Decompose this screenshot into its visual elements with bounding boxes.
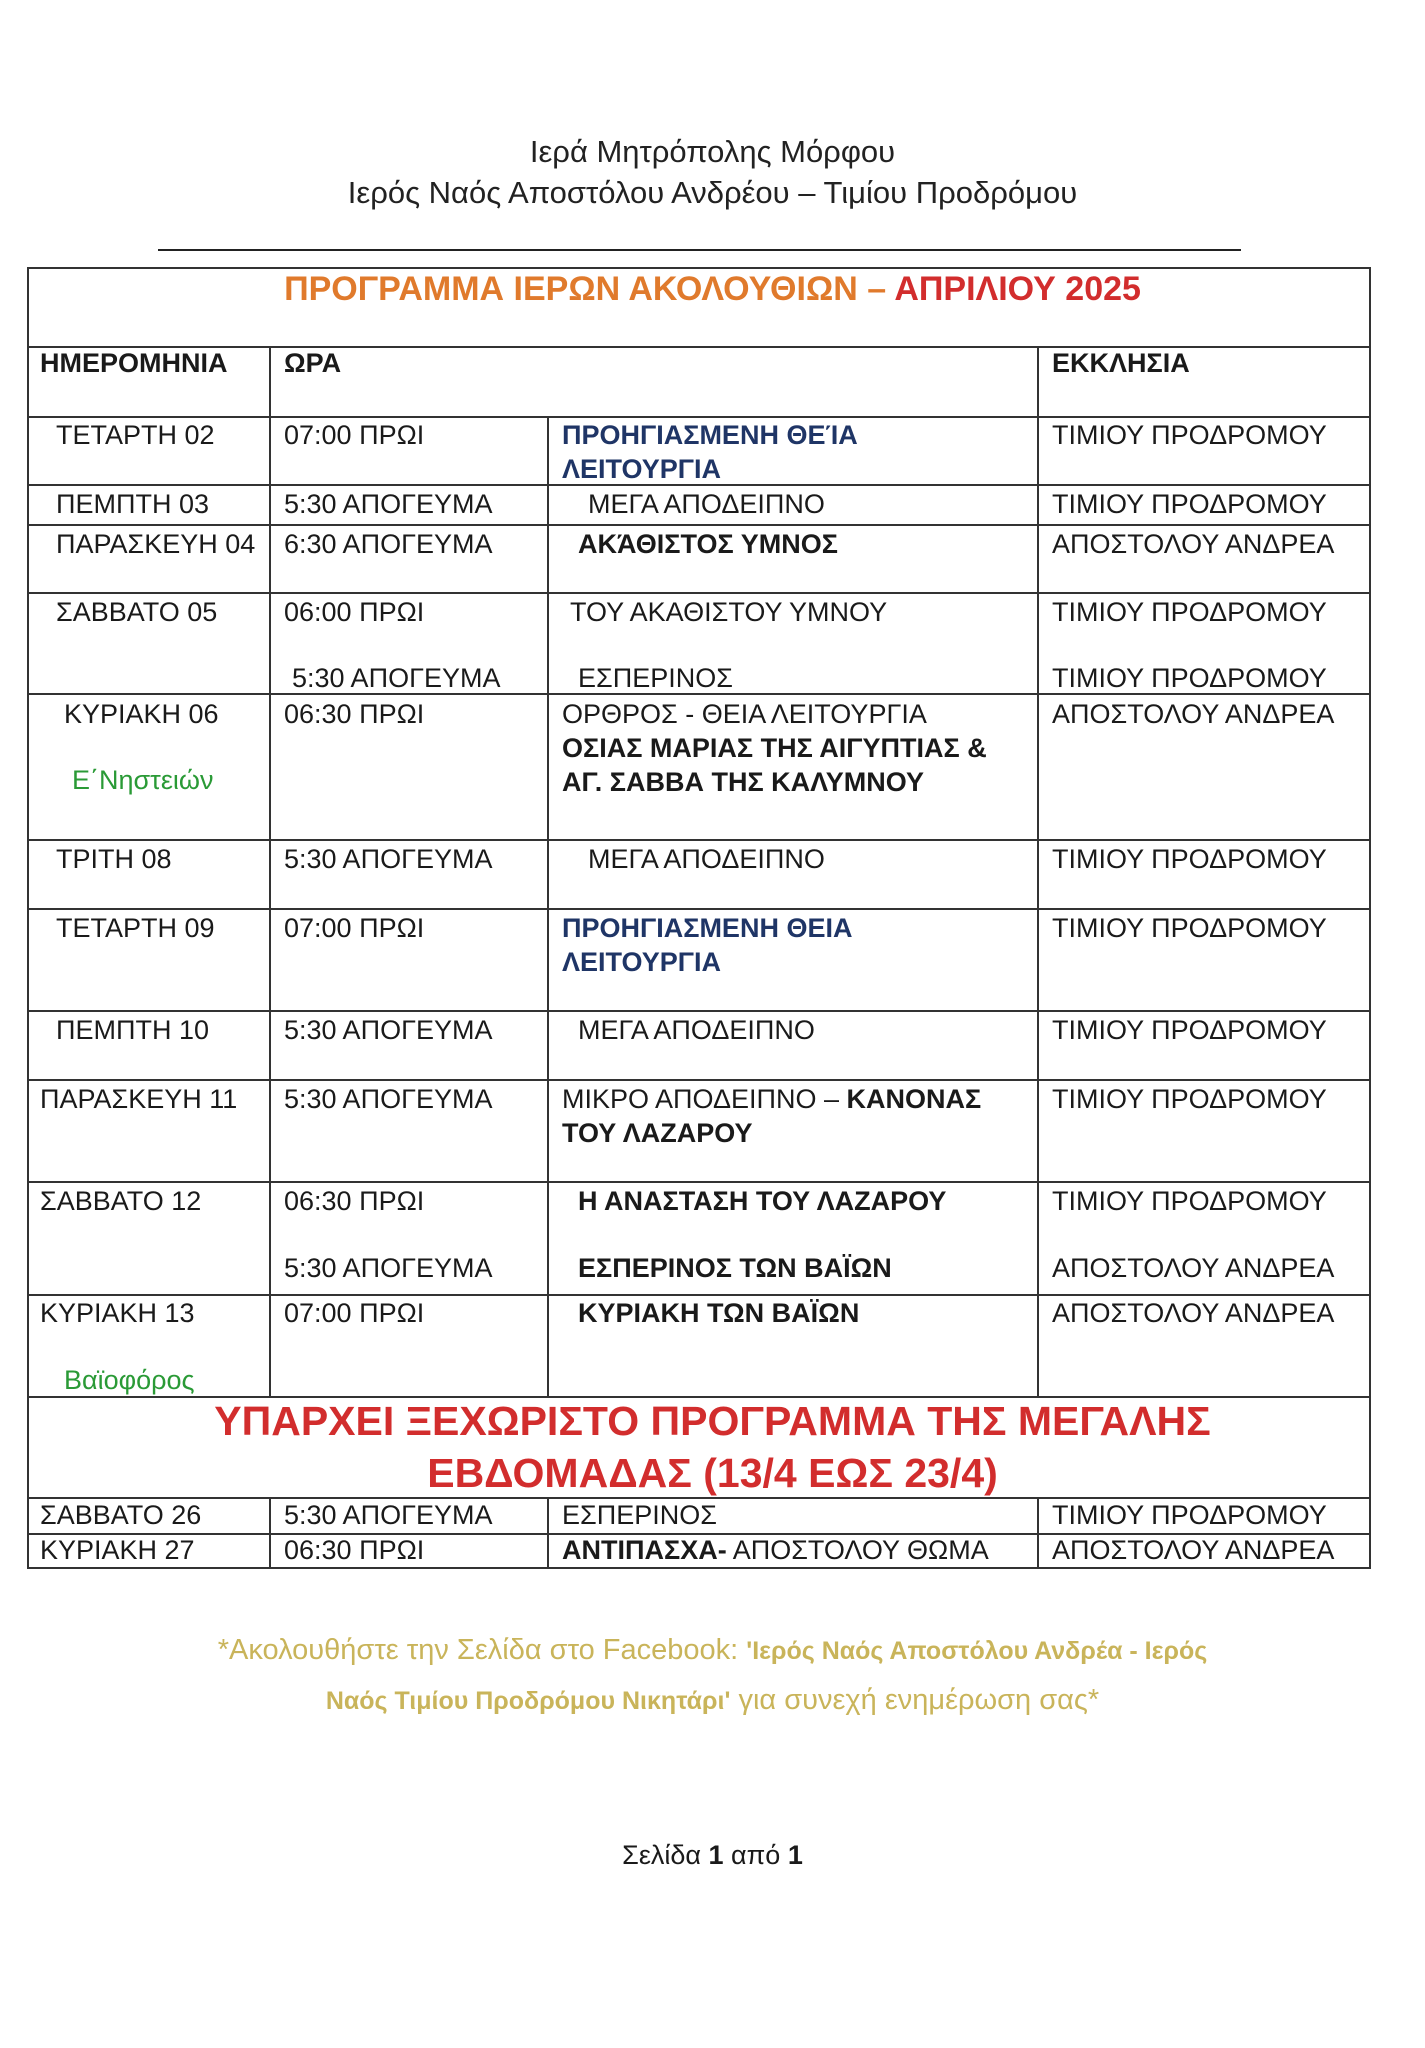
service-cell: ΜΕΓΑ ΑΠΟΔΕΙΠΝΟ bbox=[588, 489, 825, 519]
date-cell: ΚΥΡΙΑΚΗ 27 bbox=[40, 1535, 195, 1565]
column-header-date: ΗΜΕΡΟΜΗΝΙΑ bbox=[40, 348, 228, 378]
church-cell: ΤΙΜΙΟΥ ΠΡΟΔΡΟΜΟΥ bbox=[1052, 663, 1327, 693]
service-text: ΑΝΤΙΠΑΣΧΑ- bbox=[562, 1535, 727, 1565]
time-cell: 07:00 ΠΡΩΙ bbox=[284, 1298, 425, 1328]
column-rule bbox=[547, 1497, 549, 1569]
church-cell: ΤΙΜΙΟΥ ΠΡΟΔΡΟΜΟΥ bbox=[1052, 1084, 1327, 1114]
feast-note: Βαϊοφόρος bbox=[64, 1365, 195, 1395]
facebook-page-name: 'Ιερός Ναός Αποστόλου Ανδρέα - Ιερός bbox=[746, 1637, 1208, 1665]
page-mid: από bbox=[723, 1840, 788, 1870]
schedule-title bbox=[0, 270, 1425, 309]
service-text: ΜΙΚΡΟ ΑΠΟΔΕΙΠΝΟ – bbox=[562, 1084, 840, 1114]
page-number bbox=[0, 1840, 1425, 1871]
date-cell: ΠΑΡΑΣΚΕΥΗ 11 bbox=[40, 1084, 238, 1114]
header-divider bbox=[158, 249, 1241, 251]
column-header-time: ΩΡΑ bbox=[284, 348, 342, 378]
service-cell: ΟΣΙΑΣ ΜΑΡΙΑΣ ΤΗΣ ΑΙΓΥΠΤΙΑΣ & bbox=[562, 733, 987, 763]
time-cell: 5:30 ΑΠΟΓΕΥΜΑ bbox=[292, 663, 501, 693]
table-rule bbox=[27, 839, 1371, 841]
time-cell: 5:30 ΑΠΟΓΕΥΜΑ bbox=[284, 489, 493, 519]
time-cell: 07:00 ΠΡΩΙ bbox=[284, 913, 425, 943]
page-total: 1 bbox=[787, 1840, 803, 1870]
table-rule bbox=[27, 908, 1371, 910]
column-rule bbox=[1037, 346, 1039, 1397]
church-cell: ΑΠΟΣΤΟΛΟΥ ΑΝΔΡΕΑ bbox=[1052, 1298, 1335, 1328]
title-part-2: ΑΠΡΙΛΙΟΥ 2025 bbox=[894, 270, 1141, 308]
table-rule bbox=[27, 1010, 1371, 1012]
time-cell: 6:30 ΑΠΟΓΕΥΜΑ bbox=[284, 529, 493, 559]
time-cell: 07:00 ΠΡΩΙ bbox=[284, 420, 425, 450]
facebook-note bbox=[0, 1684, 1425, 1717]
date-cell: ΤΡΙΤΗ 08 bbox=[56, 844, 172, 874]
table-rule bbox=[27, 524, 1371, 526]
service-cell bbox=[562, 1082, 981, 1116]
service-cell: ΜΕΓΑ ΑΠΟΔΕΙΠΝΟ bbox=[588, 844, 825, 874]
date-cell: ΣΑΒΒΑΤΟ 05 bbox=[56, 597, 218, 627]
church-cell: ΤΙΜΙΟΥ ΠΡΟΔΡΟΜΟΥ bbox=[1052, 844, 1327, 874]
service-cell: ΛΕΙΤΟΥΡΓΙΑ bbox=[562, 454, 722, 484]
page-prefix: Σελίδα bbox=[622, 1840, 709, 1870]
service-cell: ΤΟΥ ΛΑΖΑΡΟΥ bbox=[562, 1118, 753, 1148]
page-current: 1 bbox=[708, 1840, 724, 1870]
facebook-note-text: *Ακολουθήστε την Σελίδα στο Facebook: bbox=[217, 1634, 747, 1666]
holy-week-notice: ΥΠΑΡΧΕΙ ΞΕΧΩΡΙΣΤΟ ΠΡΟΓΡΑΜΜΑ ΤΗΣ ΜΕΓΑΛΗΣ bbox=[214, 1398, 1211, 1444]
column-rule bbox=[1037, 1497, 1039, 1569]
service-cell: ΠΡΟΗΓΙΑΣΜΕΝΗ ΘΕΙΑ bbox=[562, 913, 853, 943]
church-cell: ΤΙΜΙΟΥ ΠΡΟΔΡΟΜΟΥ bbox=[1052, 1186, 1327, 1216]
facebook-note bbox=[0, 1634, 1425, 1667]
service-cell: ΠΡΟΗΓΙΑΣΜΕΝΗ ΘΕΊΑ bbox=[562, 420, 858, 450]
church-cell: ΑΠΟΣΤΟΛΟΥ ΑΝΔΡΕΑ bbox=[1052, 699, 1335, 729]
church-cell: ΑΠΟΣΤΟΛΟΥ ΑΝΔΡΕΑ bbox=[1052, 529, 1335, 559]
service-text: ΑΠΟΣΤΟΛΟΥ ΘΩΜΑ bbox=[726, 1535, 989, 1565]
church-cell: ΤΙΜΙΟΥ ΠΡΟΔΡΟΜΟΥ bbox=[1052, 1015, 1327, 1045]
column-rule bbox=[269, 1497, 271, 1569]
date-cell: ΠΕΜΠΤΗ 10 bbox=[56, 1015, 210, 1045]
time-cell: 5:30 ΑΠΟΓΕΥΜΑ bbox=[284, 1084, 493, 1114]
church-cell: ΤΙΜΙΟΥ ΠΡΟΔΡΟΜΟΥ bbox=[1052, 597, 1327, 627]
time-cell: 06:30 ΠΡΩΙ bbox=[284, 699, 425, 729]
column-rule bbox=[269, 346, 271, 1397]
service-cell: ΑΚΆΘΙΣΤΟΣ ΥΜΝΟΣ bbox=[578, 529, 838, 559]
title-part-1: ΠΡΟΓΡΑΜΜΑ ΙΕΡΩΝ ΑΚΟΛΟΥΘΙΩΝ – bbox=[284, 270, 887, 308]
date-cell: ΚΥΡΙΑΚΗ 13 bbox=[40, 1298, 195, 1328]
date-cell: ΚΥΡΙΑΚΗ 06 bbox=[64, 699, 219, 729]
service-cell bbox=[562, 1533, 989, 1567]
facebook-page-name: Ναός Τιμίου Προδρόμου Νικητάρι' bbox=[325, 1687, 731, 1715]
feast-note: Ε΄Νηστειών bbox=[72, 765, 214, 795]
church-cell: ΑΠΟΣΤΟΛΟΥ ΑΝΔΡΕΑ bbox=[1052, 1253, 1335, 1283]
church-cell: ΤΙΜΙΟΥ ΠΡΟΔΡΟΜΟΥ bbox=[1052, 913, 1327, 943]
date-cell: ΠΕΜΠΤΗ 03 bbox=[56, 489, 210, 519]
metropolis-heading: Ιερά Μητρόπολης Μόρφου bbox=[529, 134, 896, 169]
time-cell: 5:30 ΑΠΟΓΕΥΜΑ bbox=[284, 1015, 493, 1045]
time-cell: 06:30 ΠΡΩΙ bbox=[284, 1186, 425, 1216]
church-cell: ΤΙΜΙΟΥ ΠΡΟΔΡΟΜΟΥ bbox=[1052, 1500, 1327, 1530]
date-cell: ΤΕΤΑΡΤΗ 02 bbox=[56, 420, 215, 450]
date-cell: ΣΑΒΒΑΤΟ 12 bbox=[40, 1186, 202, 1216]
service-cell: ΕΣΠΕΡΙΝΟΣ bbox=[578, 663, 733, 693]
column-header-church: ΕΚΚΛΗΣΙΑ bbox=[1052, 348, 1190, 378]
service-cell: ΚΥΡΙΑΚΗ ΤΩΝ ΒΑΪΩΝ bbox=[578, 1298, 860, 1328]
time-cell: 5:30 ΑΠΟΓΕΥΜΑ bbox=[284, 1500, 493, 1530]
facebook-note-text: για συνεχή ενημέρωση σας* bbox=[730, 1684, 1100, 1716]
holy-week-notice: ΕΒΔΟΜΑΔΑΣ (13/4 ΕΩΣ 23/4) bbox=[427, 1450, 998, 1496]
table-rule bbox=[27, 592, 1371, 594]
service-cell: ΟΡΘΡΟΣ - ΘΕΙΑ ΛΕΙΤΟΥΡΓΙΑ bbox=[562, 699, 927, 729]
service-cell: ΕΣΠΕΡΙΝΟΣ bbox=[562, 1500, 717, 1530]
church-cell: ΤΙΜΙΟΥ ΠΡΟΔΡΟΜΟΥ bbox=[1052, 420, 1327, 450]
date-cell: ΠΑΡΑΣΚΕΥΗ 04 bbox=[56, 529, 256, 559]
column-rule bbox=[547, 416, 549, 1397]
service-cell: ΑΓ. ΣΑΒΒΑ ΤΗΣ ΚΑΛΥΜΝΟΥ bbox=[562, 767, 924, 797]
time-cell: 5:30 ΑΠΟΓΕΥΜΑ bbox=[284, 844, 493, 874]
time-cell: 5:30 ΑΠΟΓΕΥΜΑ bbox=[284, 1253, 493, 1283]
church-cell: ΑΠΟΣΤΟΛΟΥ ΑΝΔΡΕΑ bbox=[1052, 1535, 1335, 1565]
service-cell: ΤΟΥ ΑΚΑΘΙΣΤΟΥ ΥΜΝΟΥ bbox=[570, 597, 888, 627]
service-cell: Η ΑΝΑΣΤΑΣΗ ΤΟΥ ΛΑΖΑΡΟΥ bbox=[578, 1186, 947, 1216]
service-text: ΚΑΝΟΝΑΣ bbox=[846, 1084, 982, 1114]
church-heading: Ιερός Ναός Αποστόλου Ανδρέου – Τιμίου Προδρόμου bbox=[347, 175, 1078, 210]
time-cell: 06:00 ΠΡΩΙ bbox=[284, 597, 425, 627]
table-rule bbox=[27, 1079, 1371, 1081]
time-cell: 06:30 ΠΡΩΙ bbox=[284, 1535, 425, 1565]
service-cell: ΛΕΙΤΟΥΡΓΙΑ bbox=[562, 947, 722, 977]
service-cell: ΜΕΓΑ ΑΠΟΔΕΙΠΝΟ bbox=[578, 1015, 815, 1045]
service-cell: ΕΣΠΕΡΙΝΟΣ ΤΩΝ ΒΑΪΩΝ bbox=[578, 1253, 892, 1283]
date-cell: ΣΑΒΒΑΤΟ 26 bbox=[40, 1500, 202, 1530]
church-cell: ΤΙΜΙΟΥ ΠΡΟΔΡΟΜΟΥ bbox=[1052, 489, 1327, 519]
date-cell: ΤΕΤΑΡΤΗ 09 bbox=[56, 913, 215, 943]
table-rule bbox=[27, 1181, 1371, 1183]
